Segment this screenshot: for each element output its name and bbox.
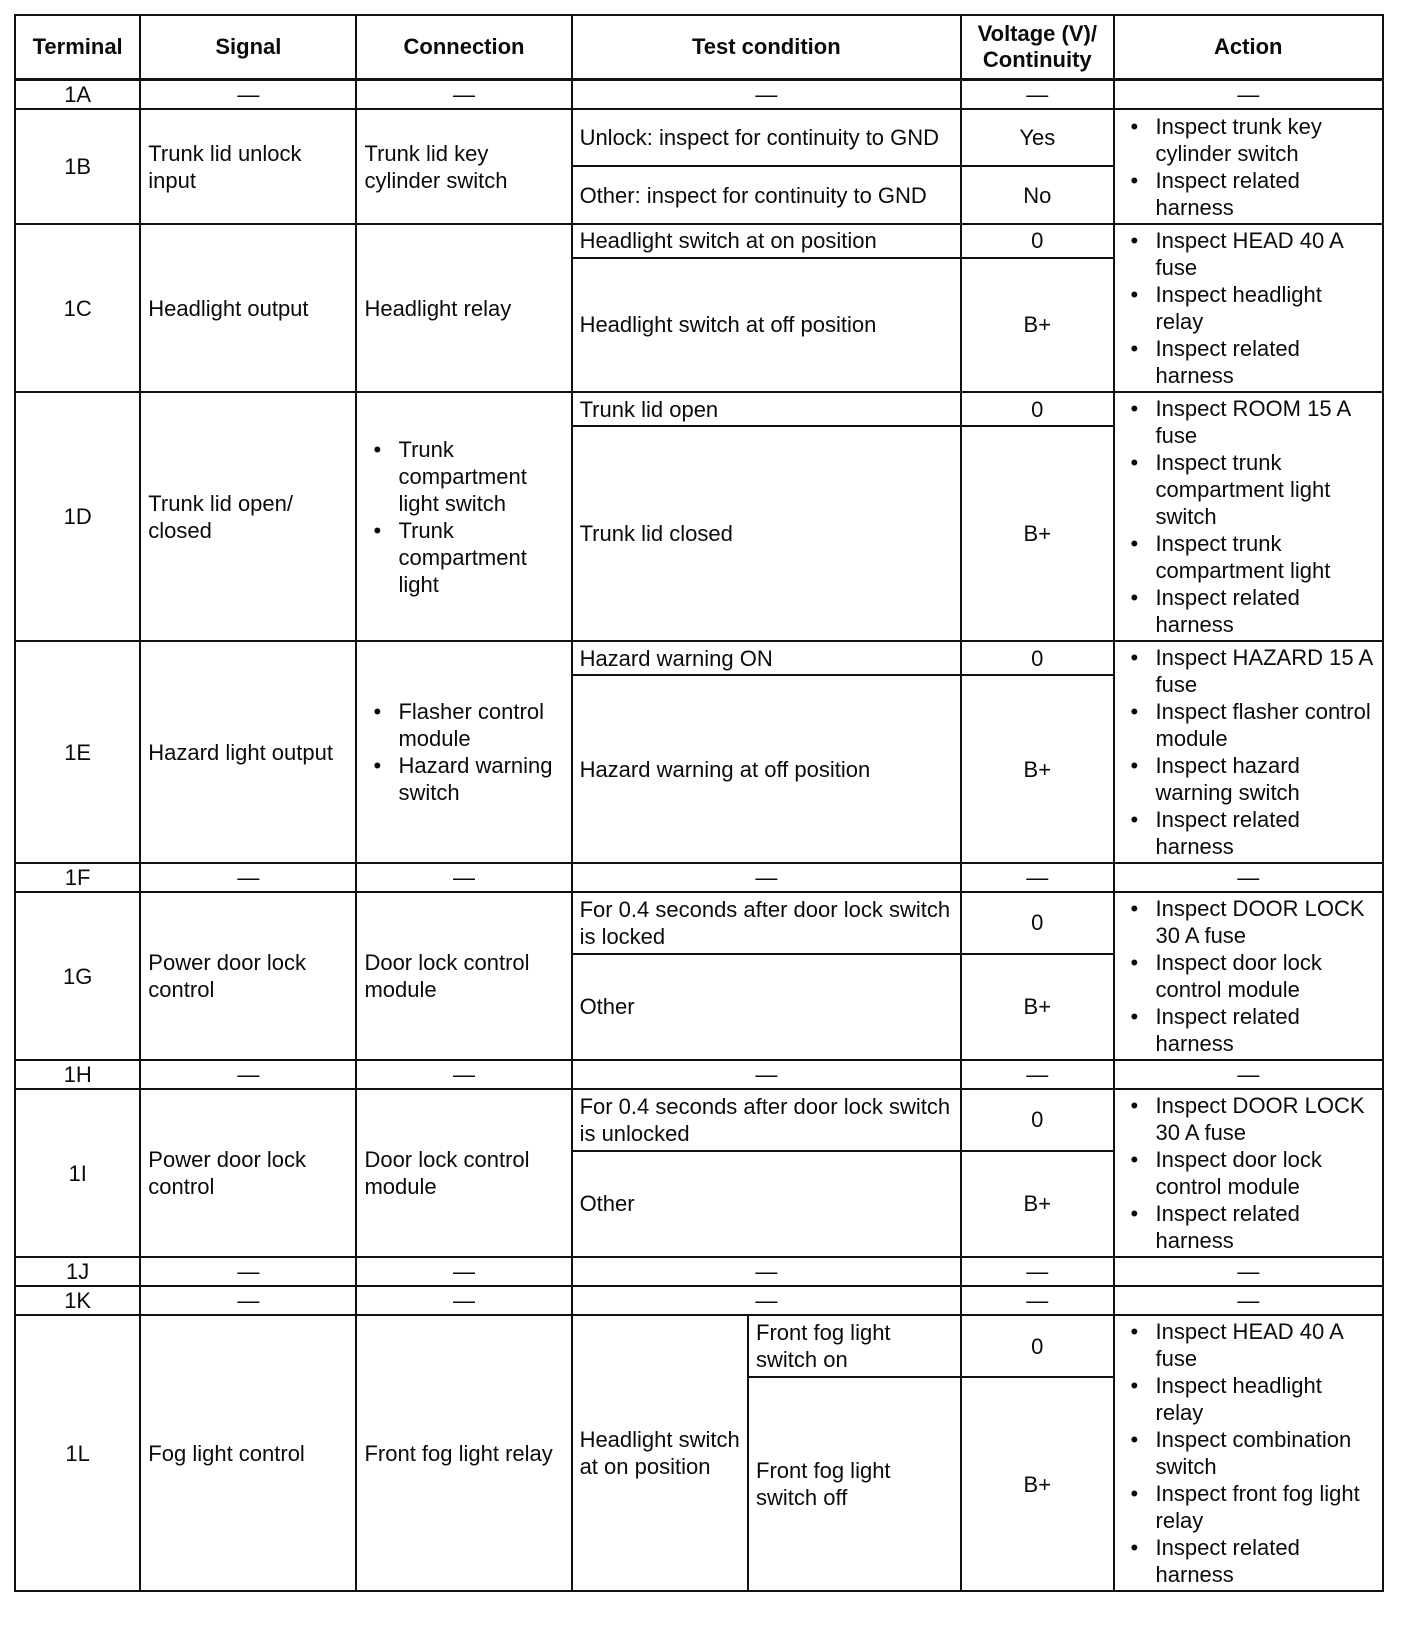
terminal-cell: 1C [15, 224, 140, 392]
header-test-condition: Test condition [572, 15, 962, 80]
terminal-cell: 1D [15, 392, 140, 641]
voltage-cell: 0 [961, 1089, 1113, 1151]
connection-list [364, 436, 563, 598]
voltage-cell: 0 [961, 641, 1113, 675]
action-list [1122, 395, 1375, 638]
action-cell [1114, 224, 1383, 392]
header-voltage-line2: Continuity [982, 47, 1092, 72]
connection-cell: Headlight relay [356, 224, 571, 392]
voltage-cell: B+ [961, 1151, 1113, 1257]
voltage-cell: B+ [961, 675, 1113, 863]
voltage-cell: Yes [961, 109, 1113, 166]
signal-cell: Power door lock control [140, 892, 356, 1060]
action-list [1122, 1092, 1375, 1254]
list-item: • Inspect front fog light relay [1122, 1480, 1375, 1534]
voltage-cell: B+ [961, 954, 1113, 1060]
voltage-cell: — [961, 863, 1113, 892]
voltage-cell: — [961, 1257, 1113, 1286]
terminal-cell: 1B [15, 109, 140, 224]
action-list [1122, 895, 1375, 1057]
action-cell: — [1114, 1286, 1383, 1315]
test-condition-cell: Headlight switch at on position [572, 224, 962, 258]
voltage-cell: — [961, 1060, 1113, 1089]
list-item: • Inspect related harness [1122, 1003, 1375, 1057]
table-row [15, 892, 1383, 954]
signal-cell: — [140, 1286, 356, 1315]
action-cell [1114, 892, 1383, 1060]
table-row [15, 109, 1383, 166]
test-condition-cell: Headlight switch at off position [572, 258, 962, 392]
list-item: • Inspect related harness [1122, 584, 1375, 638]
connection-cell: Trunk lid key cylinder switch [356, 109, 571, 224]
action-cell [1114, 641, 1383, 863]
terminal-cell: 1E [15, 641, 140, 863]
header-connection: Connection [356, 15, 571, 80]
terminal-cell: 1J [15, 1257, 140, 1286]
test-condition-cell: — [572, 80, 962, 110]
list-item: • Inspect ROOM 15 A fuse [1122, 395, 1375, 449]
list-item: • Inspect HEAD 40 A fuse [1122, 227, 1375, 281]
connection-cell: — [356, 1060, 571, 1089]
action-list [1122, 113, 1375, 221]
table-row [15, 863, 1383, 892]
connection-cell: Door lock control module [356, 1089, 571, 1257]
action-list [1122, 227, 1375, 389]
signal-cell: — [140, 1060, 356, 1089]
signal-cell: Power door lock control [140, 1089, 356, 1257]
list-item: • Inspect trunk compartment light [1122, 530, 1375, 584]
test-condition-group-cell: Headlight switch at on position [572, 1315, 748, 1591]
voltage-cell: — [961, 80, 1113, 110]
action-cell: — [1114, 1257, 1383, 1286]
list-item: • Inspect HEAD 40 A fuse [1122, 1318, 1375, 1372]
list-item: • Inspect related harness [1122, 335, 1375, 389]
connection-cell: — [356, 1286, 571, 1315]
voltage-cell: 0 [961, 392, 1113, 426]
connection-cell: Door lock control module [356, 892, 571, 1060]
action-cell: — [1114, 1060, 1383, 1089]
list-item: • Inspect trunk compartment light switch [1122, 449, 1375, 530]
test-condition-cell: Trunk lid closed [572, 426, 962, 641]
terminal-cell: 1I [15, 1089, 140, 1257]
list-item: • Inspect flasher control module [1122, 698, 1375, 752]
connection-cell [356, 392, 571, 641]
header-signal: Signal [140, 15, 356, 80]
voltage-cell: 0 [961, 224, 1113, 258]
test-condition-cell: Unlock: inspect for continuity to GND [572, 109, 962, 166]
table-row [15, 1286, 1383, 1315]
test-condition-cell: Hazard warning ON [572, 641, 962, 675]
test-condition-cell: Hazard warning at off position [572, 675, 962, 863]
table-row [15, 224, 1383, 258]
action-cell [1114, 1089, 1383, 1257]
signal-cell: Headlight output [140, 224, 356, 392]
list-item: • Inspect HAZARD 15 A fuse [1122, 644, 1375, 698]
header-action: Action [1114, 15, 1383, 80]
list-item: • Flasher control module [364, 698, 563, 752]
list-item: • Inspect headlight relay [1122, 1372, 1375, 1426]
header-voltage-line1: Voltage (V)/ [977, 21, 1097, 46]
test-condition-cell: — [572, 1060, 962, 1089]
list-item: • Trunk compartment light switch [364, 436, 563, 517]
table-row [15, 1060, 1383, 1089]
action-cell: — [1114, 863, 1383, 892]
terminal-cell: 1A [15, 80, 140, 110]
connection-cell: — [356, 80, 571, 110]
table-row [15, 641, 1383, 675]
test-condition-cell: For 0.4 seconds after door lock switch is locked [572, 892, 962, 954]
header-voltage [961, 15, 1113, 80]
table-row [15, 80, 1383, 110]
test-condition-cell: — [572, 1257, 962, 1286]
voltage-cell: B+ [961, 1377, 1113, 1591]
terminal-cell: 1L [15, 1315, 140, 1591]
test-condition-cell: Trunk lid open [572, 392, 962, 426]
test-condition-cell: Other [572, 954, 962, 1060]
list-item: • Inspect trunk key cylinder switch [1122, 113, 1375, 167]
list-item: • Hazard warning switch [364, 752, 563, 806]
voltage-cell: — [961, 1286, 1113, 1315]
table-row [15, 392, 1383, 426]
action-list [1122, 1318, 1375, 1588]
signal-cell: Hazard light output [140, 641, 356, 863]
header-terminal: Terminal [15, 15, 140, 80]
terminal-cell: 1G [15, 892, 140, 1060]
list-item: • Trunk compartment light [364, 517, 563, 598]
table-row [15, 1089, 1383, 1151]
signal-cell: — [140, 1257, 356, 1286]
table-row [15, 1315, 1383, 1377]
list-item: • Inspect hazard warning switch [1122, 752, 1375, 806]
list-item: • Inspect combination switch [1122, 1426, 1375, 1480]
table-row [15, 1257, 1383, 1286]
list-item: • Inspect door lock control module [1122, 1146, 1375, 1200]
voltage-cell: B+ [961, 426, 1113, 641]
test-condition-cell: For 0.4 seconds after door lock switch is unlocked [572, 1089, 962, 1151]
terminal-inspection-table [14, 14, 1384, 1592]
signal-cell: — [140, 863, 356, 892]
signal-cell: Trunk lid open/ closed [140, 392, 356, 641]
action-list [1122, 644, 1375, 860]
list-item: • Inspect related harness [1122, 1534, 1375, 1588]
terminal-cell: 1F [15, 863, 140, 892]
terminal-cell: 1K [15, 1286, 140, 1315]
header-row [15, 15, 1383, 80]
terminal-cell: 1H [15, 1060, 140, 1089]
list-item: • Inspect DOOR LOCK 30 A fuse [1122, 895, 1375, 949]
test-condition-cell: — [572, 1286, 962, 1315]
connection-cell: — [356, 1257, 571, 1286]
action-cell [1114, 109, 1383, 224]
test-condition-cell: Front fog light switch on [748, 1315, 961, 1377]
voltage-cell: 0 [961, 892, 1113, 954]
connection-list [364, 698, 563, 806]
action-cell [1114, 392, 1383, 641]
voltage-cell: B+ [961, 258, 1113, 392]
connection-cell: — [356, 863, 571, 892]
list-item: • Inspect related harness [1122, 1200, 1375, 1254]
test-condition-cell: Other [572, 1151, 962, 1257]
voltage-cell: No [961, 166, 1113, 224]
signal-cell: Trunk lid unlock input [140, 109, 356, 224]
voltage-cell: 0 [961, 1315, 1113, 1377]
signal-cell: Fog light control [140, 1315, 356, 1591]
action-cell: — [1114, 80, 1383, 110]
test-condition-cell: Other: inspect for continuity to GND [572, 166, 962, 224]
action-cell [1114, 1315, 1383, 1591]
list-item: • Inspect headlight relay [1122, 281, 1375, 335]
test-condition-cell: Front fog light switch off [748, 1377, 961, 1591]
list-item: • Inspect related harness [1122, 167, 1375, 221]
list-item: • Inspect door lock control module [1122, 949, 1375, 1003]
list-item: • Inspect DOOR LOCK 30 A fuse [1122, 1092, 1375, 1146]
list-item: • Inspect related harness [1122, 806, 1375, 860]
connection-cell: Front fog light relay [356, 1315, 571, 1591]
signal-cell: — [140, 80, 356, 110]
connection-cell [356, 641, 571, 863]
test-condition-cell: — [572, 863, 962, 892]
